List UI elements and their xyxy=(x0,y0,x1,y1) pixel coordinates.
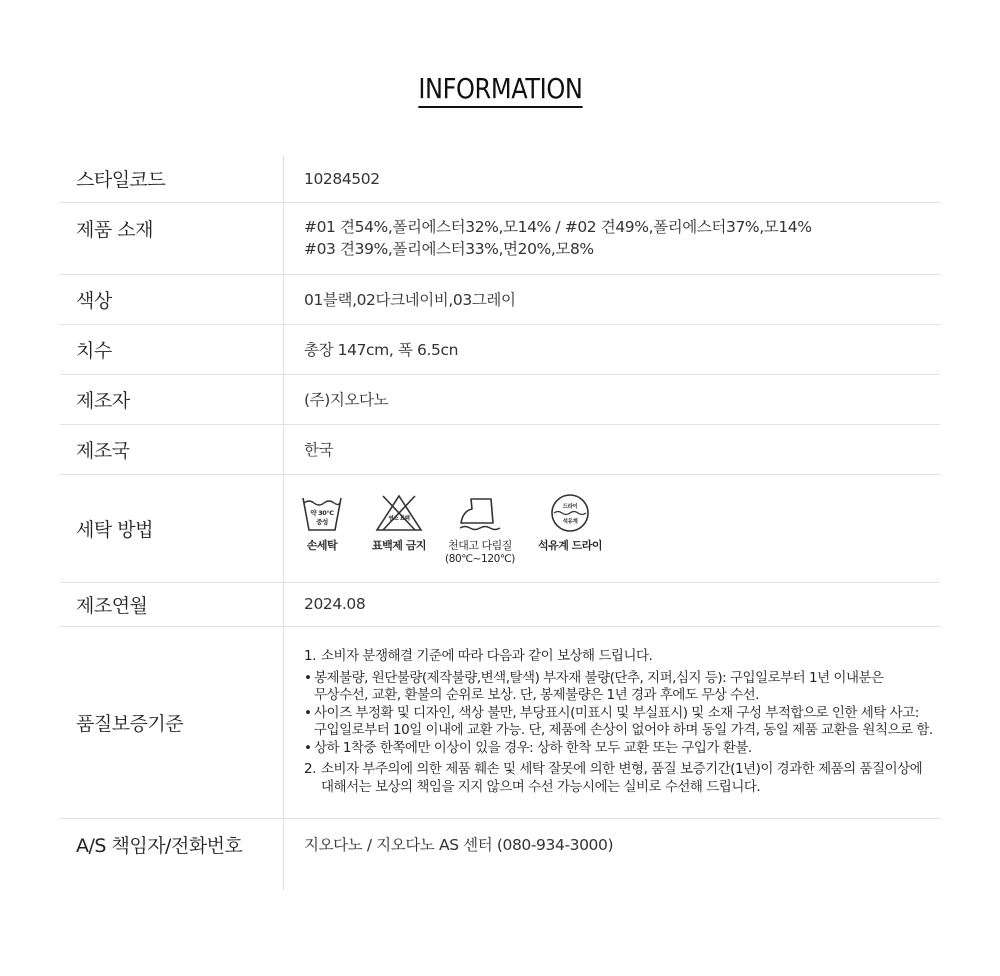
care-item-iron xyxy=(440,493,520,566)
row-value: 2024.08 xyxy=(284,582,941,626)
quality-bullets xyxy=(304,670,940,758)
bullet-line: • 봉제불량, 원단불량(제작불량,변색,탈색) 부자재 불량(단추, 지퍼,심지 등): 구입일로부터 1년 이내분은 xyxy=(314,669,884,686)
row-label: A/S 책임자/전화번호 xyxy=(60,818,284,890)
bullet-line: 구입일로부터 10일 이내에 교환 가능. 단, 제품에 손상이 없어야 하며 동일 가격, 동일 제품 교환을 원칙으로 함. xyxy=(314,722,933,738)
page-title: INFORMATION xyxy=(0,72,1000,108)
row-maker xyxy=(60,374,940,424)
quality-text xyxy=(304,648,940,796)
dry-clean-icon xyxy=(548,493,592,533)
row-value: (주)지오다노 xyxy=(284,374,941,424)
row-value: 총장 147cm, 폭 6.5cn xyxy=(284,324,941,374)
iron-icon xyxy=(457,493,503,533)
care-caption: 천대고 다림질 xyxy=(448,538,512,552)
material-line-2: #03 견39%,폴리에스터33%,면20%,모8% xyxy=(304,240,594,258)
product-info-table xyxy=(60,156,940,890)
row-label: 스타일코드 xyxy=(60,156,284,202)
hand-wash-icon xyxy=(300,493,344,533)
item-number: 1. xyxy=(304,648,316,664)
row-size xyxy=(60,324,940,374)
quality-item-1 xyxy=(304,648,940,666)
hand-wash-detergent: 중성 xyxy=(316,517,328,526)
care-icons xyxy=(304,491,940,566)
item-text: 소비자 분쟁해결 기준에 따라 다음과 같이 보상해 드립니다. xyxy=(321,648,653,664)
no-bleach-icon xyxy=(374,493,424,533)
row-value xyxy=(284,626,941,818)
bullet-line: • 사이즈 부정확 및 디자인, 색상 불만, 부당표시(미표시 및 부실표시) 및 소재 구성 부적합으로 인한 세탁 사고: xyxy=(314,704,919,721)
care-item-dry-clean xyxy=(530,493,610,566)
row-label: 제조연월 xyxy=(60,582,284,626)
dry-clean-top: 드라이 xyxy=(562,503,578,510)
care-caption: 석유계 드라이 xyxy=(537,538,603,552)
item-text-continued: 대해서는 보상의 책임을 지지 않으며 수선 가능시에는 실비로 수선해 드립니다. xyxy=(321,778,761,795)
row-label: 제조국 xyxy=(60,424,284,474)
quality-bullet xyxy=(304,740,940,758)
no-bleach-text: 염소 표백 xyxy=(388,515,410,522)
row-date xyxy=(60,582,940,626)
row-label: 치수 xyxy=(60,324,284,374)
row-value: 한국 xyxy=(284,424,941,474)
row-label: 제조자 xyxy=(60,374,284,424)
row-washing xyxy=(60,474,940,582)
care-caption: 표백제 금지 xyxy=(372,538,426,552)
care-subcaption: (80℃~120℃) xyxy=(445,552,515,565)
care-item-no-bleach xyxy=(364,493,434,566)
row-label: 색상 xyxy=(60,274,284,324)
bullet-line: 무상수선, 교환, 환불의 순위로 보상. 단, 봉제불량은 1년 경과 후에도 무상 수선. xyxy=(314,687,759,703)
care-caption: 손세탁 xyxy=(306,538,338,552)
dry-clean-bottom: 석유계 xyxy=(562,518,578,525)
quality-item-2 xyxy=(304,761,940,779)
material-line-1: #01 견54%,폴리에스터32%,모14% / #02 견49%,폴리에스터37%,모14% xyxy=(304,218,812,236)
row-color xyxy=(60,274,940,324)
care-item-hand-wash xyxy=(292,493,352,566)
row-value: 지오다노 / 지오다노 AS 센터 (080-934-3000) xyxy=(304,835,614,854)
quality-bullet xyxy=(304,705,940,740)
row-material xyxy=(60,202,940,274)
row-as xyxy=(60,818,940,890)
row-value xyxy=(284,474,941,582)
row-label: 품질보증기준 xyxy=(60,626,284,818)
row-quality xyxy=(60,626,940,818)
row-value: 01블랙,02다크네이비,03그레이 xyxy=(284,274,941,324)
row-country xyxy=(60,424,940,474)
row-value xyxy=(284,202,941,274)
item-number: 2. xyxy=(304,761,316,777)
bullet-line: • 상하 1착중 한쪽에만 이상이 있을 경우: 상하 한착 모두 교환 또는 구입가 환불. xyxy=(314,739,752,756)
item-text: 소비자 부주의에 의한 제품 훼손 및 세탁 잘못에 의한 변형, 품질 보증기간(1년)이 경과한 제품의 품질이상에 xyxy=(321,761,923,777)
quality-bullet xyxy=(304,670,940,705)
row-style-code xyxy=(60,156,940,202)
hand-wash-temp: 약 30°C xyxy=(310,508,334,517)
row-label: 세탁 방법 xyxy=(60,474,284,582)
row-value: 10284502 xyxy=(284,156,941,202)
row-label: 제품 소재 xyxy=(60,202,284,274)
